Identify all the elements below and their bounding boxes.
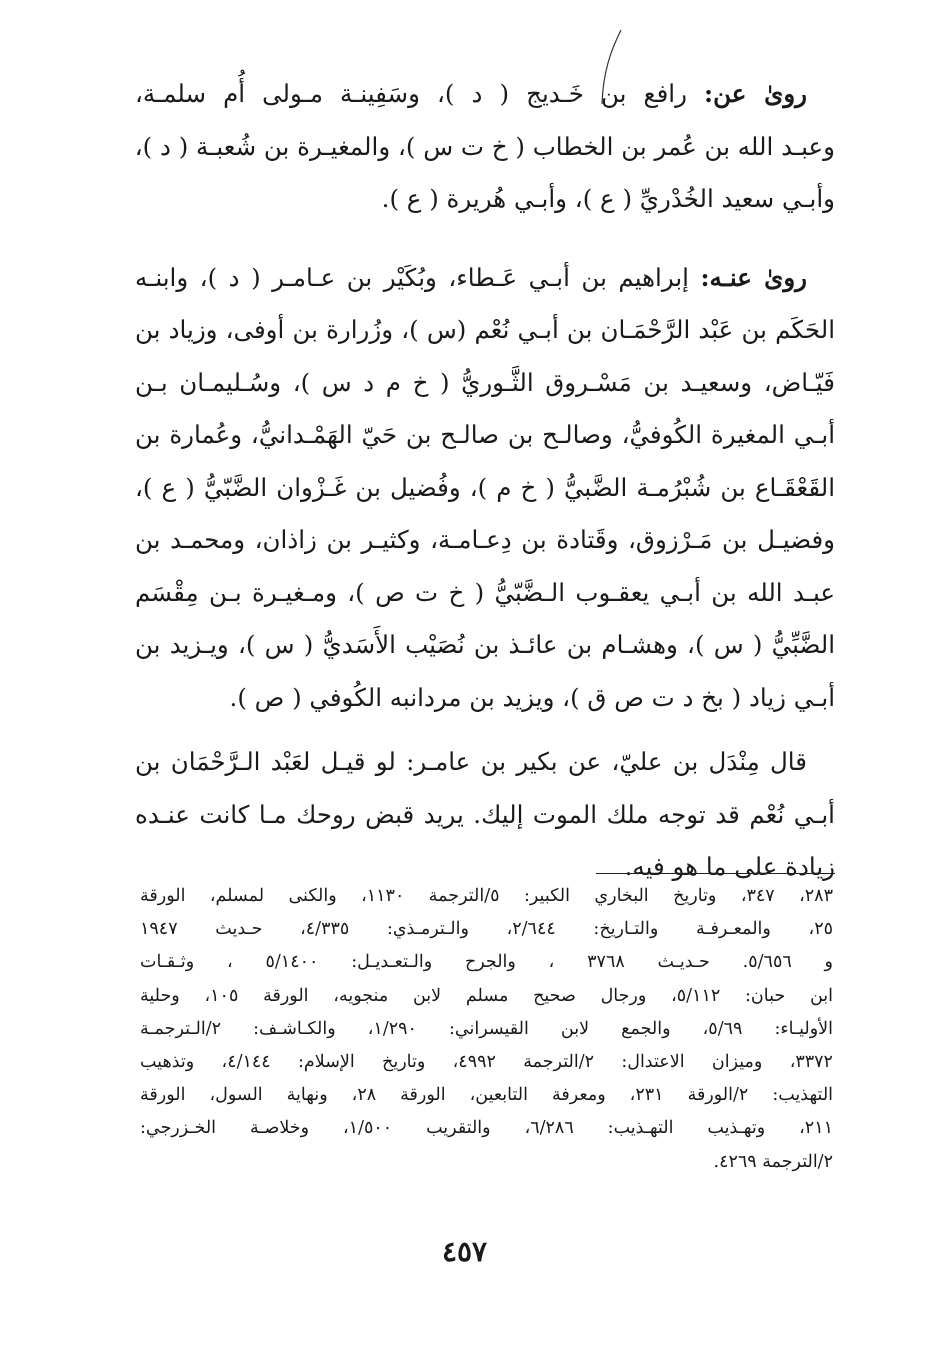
line-text: إبراهيم بن أبـي عَـطاء، وبُكَيْر بن عـامـر ( د )، وابنـه <box>135 262 689 292</box>
footnotes <box>140 880 833 1179</box>
line-text: رافع بن خَـديج ( د )، وسَفِينـة مـولى أُم سلمـة، <box>135 79 687 108</box>
text-line: الحَكَم بن عَبْد الرَّحْمَـان بن أبـي نُعْم (س )، وزُرارة بن أوفى، وزياد بن <box>135 315 835 344</box>
main-text <box>135 68 835 894</box>
text-line <box>135 252 835 305</box>
text-line: وفضيـل بن مَـرْزوق، وقَتادة بن دِعـامـة، وكثيـر بن زاذان، ومحمـد بن <box>135 525 835 554</box>
footnote-line: ٢١١، وتهـذيب التهـذيب: ٦/٢٨٦، والتقريب ١/٥٠٠، وخلاصـة الخـزرجي: <box>140 1118 833 1139</box>
text-line: عبـد الله بن أبـي يعقـوب الـضَّبّيُّ ( خ ت ص )، ومـغيـرة بـن مِقْسَم <box>135 577 835 607</box>
footnote-line: ٢٥، والمعـرفـة والتـاريخ: ٢/٦٤٤، والـترمـذي: ٤/٣٣٥، حـديث ١٩٤٧ <box>140 919 833 940</box>
text-line: فَيّـاض، وسعيـد بن مَسْـروق الثَّـوريُّ ( خ م د س )، وسُـليمـان بـن <box>135 367 835 397</box>
footnote-line: ٢٨٣، ٣٤٧، وتاريخ البخاري الكبير: ٥/الترجمة ١١٣٠، والكنى لمسلم، الورقة <box>140 886 833 906</box>
footnote-line: ٣٣٧٢، وميزان الاعتدال: ٢/الترجمة ٤٩٩٢، وتاريخ الإسلام: ٤/١٤٤، وتذهيب <box>140 1051 833 1072</box>
text-line: القَعْقَـاع بن شُبْرُمـة الضَّبيُّ ( خ م )، وفُضيل بن غَـزْوان الضَّبّيُّ ( ع )، <box>135 472 835 502</box>
footnote-line: التهذيب: ٢/الورقة ٢٣١، ومعرفة التابعين، الورقة ٢٨، ونهاية السول، الورقة <box>140 1085 833 1106</box>
text-line: أبـي نُعْم قد توجه ملك الموت إليك. يريد قبض روحك مـا كانت عنـده <box>135 799 835 829</box>
footnote-line: و ٥/٦٥٦. حـديـث ٣٧٦٨ ، والجرح والـتعـديـل: ٥/١٤٠٠ ، وثـقـات <box>140 952 833 973</box>
footnote-line: ٢/الترجمة ٤٢٦٩. <box>713 1151 833 1172</box>
narrated-from-heading: روىٰ عن: <box>704 79 807 108</box>
text-line <box>135 68 835 121</box>
quote-paragraph <box>135 736 835 894</box>
text-line: أبـي زياد ( بخ د ت ص ق )، ويزيد بن مردانبه الكُوفي ( ص ). <box>229 682 835 712</box>
narrated-by-heading: روىٰ عنـه: <box>700 262 807 292</box>
footnote-separator <box>596 873 835 874</box>
text-line: وعبـد الله بن عُمر بن الخطاب ( خ ت س )، والمغيـرة بن شُعبـة ( د )، <box>135 131 835 161</box>
paragraph-gap <box>135 226 835 252</box>
text-line: زيادة على ما هو فيه. <box>624 852 835 881</box>
footnote-line: ابن حبان: ٥/١١٢، ورجال صحيح مسلم لابن منجويه، الورقة ١٠٥، وحلية <box>140 985 833 1006</box>
text-line: قال مِنْدَل بن عليّ، عن بكير بن عامـر: لو قيـل لعَبْد الـرَّحْمَان بن <box>135 747 807 776</box>
text-line: الضَّبِّيُّ ( س )، وهشـام بن عائـذ بن نُصَيْب الأَسَديُّ ( س )، ويـزيد بن <box>135 630 835 659</box>
page-number: ٤٥٧ <box>441 1235 488 1268</box>
text-line: أبـي المغيرة الكُوفيُّ، وصالـح بن صالـح بن حَيّ الهَمْـدانيُّ، وعُمارة بن <box>135 420 835 449</box>
narrated-from-paragraph <box>135 68 835 226</box>
paragraph-gap <box>135 724 835 736</box>
footnote-line: الأوليـاء: ٥/٦٩، والجمع لابن القيسراني: ١/٢٩٠، والكـاشـف: ٢/الـترجمـة <box>140 1018 833 1039</box>
narrated-by-paragraph <box>135 252 835 725</box>
text-line: وأبـي سعيد الخُدْريِّ ( ع )، وأبـي هُريرة ( ع ). <box>381 184 835 213</box>
